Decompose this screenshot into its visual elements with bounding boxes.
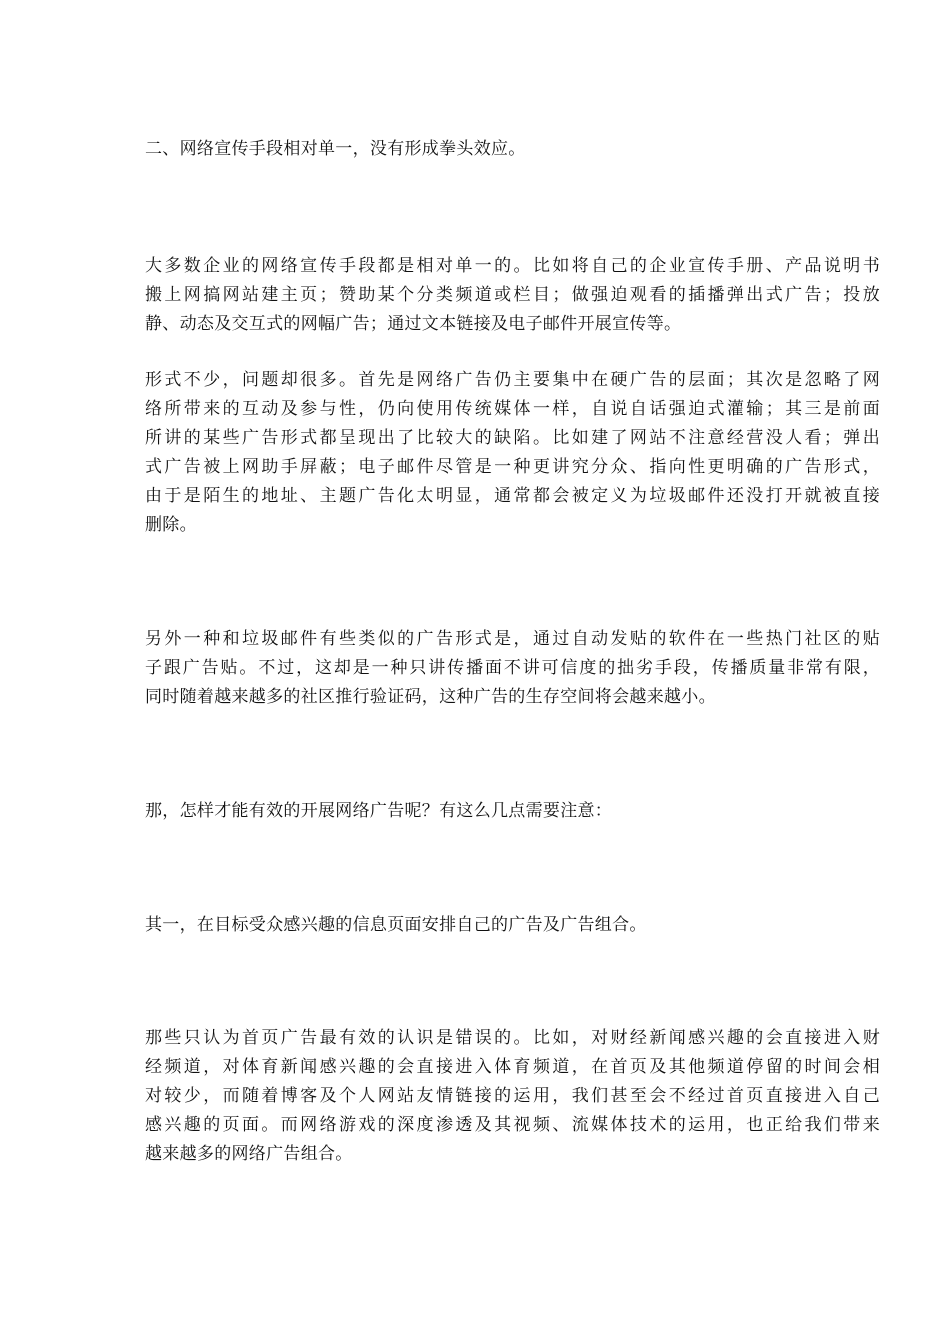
text-line: 其一，在目标受众感兴趣的信息页面安排自己的广告及广告组合。 — [145, 915, 647, 935]
text-line: 二、网络宣传手段相对单一，没有形成拳头效应。 — [145, 139, 526, 159]
text-line: 另外一种和垃圾邮件有些类似的广告形式是，通过自动发贴的软件在一些热门社区的贴 — [145, 629, 880, 649]
paragraph-homepage-misconception — [145, 1024, 880, 1169]
text-line: 络所带来的互动及参与性，仍向使用传统媒体一样，自说自话强迫式灌输；其三是前面 — [145, 399, 880, 419]
text-line: 那，怎样才能有效的开展网络广告呢？有这么几点需要注意： — [145, 801, 613, 821]
text-line: 由于是陌生的地址、主题广告化太明显，通常都会被定义为垃圾邮件还没打开就被直接 — [145, 486, 880, 506]
paragraph-question — [145, 797, 880, 826]
text-line: 大多数企业的网络宣传手段都是相对单一的。比如将自己的企业宣传手册、产品说明书 — [145, 256, 880, 276]
text-line: 所讲的某些广告形式都呈现出了比较大的缺陷。比如建了网站不注意经营没人看；弹出 — [145, 428, 880, 448]
paragraph-point-one — [145, 911, 880, 940]
text-line: 经频道，对体育新闻感兴趣的会直接进入体育频道，在首页及其他频道停留的时间会相 — [145, 1057, 880, 1077]
text-line: 同时随着越来越多的社区推行验证码，这种广告的生存空间将会越来越小。 — [145, 687, 716, 707]
text-line: 删除。 — [145, 515, 197, 535]
paragraph-problems — [145, 366, 880, 540]
text-line: 形式不少，问题却很多。首先是网络广告仍主要集中在硬广告的层面；其次是忽略了网 — [145, 370, 880, 390]
text-line: 搬上网搞网站建主页；赞助某个分类频道或栏目；做强迫观看的插播弹出式广告；投放 — [145, 285, 880, 305]
text-line: 静、动态及交互式的网幅广告；通过文本链接及电子邮件开展宣传等。 — [145, 314, 682, 334]
text-line: 式广告被上网助手屏蔽；电子邮件尽管是一种更讲究分众、指向性更明确的广告形式， — [145, 457, 880, 477]
paragraph-single-methods — [145, 252, 880, 339]
text-line: 对较少，而随着博客及个人网站友情链接的运用，我们甚至会不经过首页直接进入自己 — [145, 1086, 880, 1106]
heading-point-two — [145, 135, 880, 164]
text-line: 那些只认为首页广告最有效的认识是错误的。比如，对财经新闻感兴趣的会直接进入财 — [145, 1028, 880, 1048]
text-line: 感兴趣的页面。而网络游戏的深度渗透及其视频、流媒体技术的运用，也正给我们带来 — [145, 1115, 880, 1135]
text-line: 子跟广告贴。不过，这却是一种只讲传播面不讲可信度的拙劣手段，传播质量非常有限， — [145, 658, 880, 678]
text-line: 越来越多的网络广告组合。 — [145, 1144, 353, 1164]
paragraph-spam-posts — [145, 625, 880, 712]
